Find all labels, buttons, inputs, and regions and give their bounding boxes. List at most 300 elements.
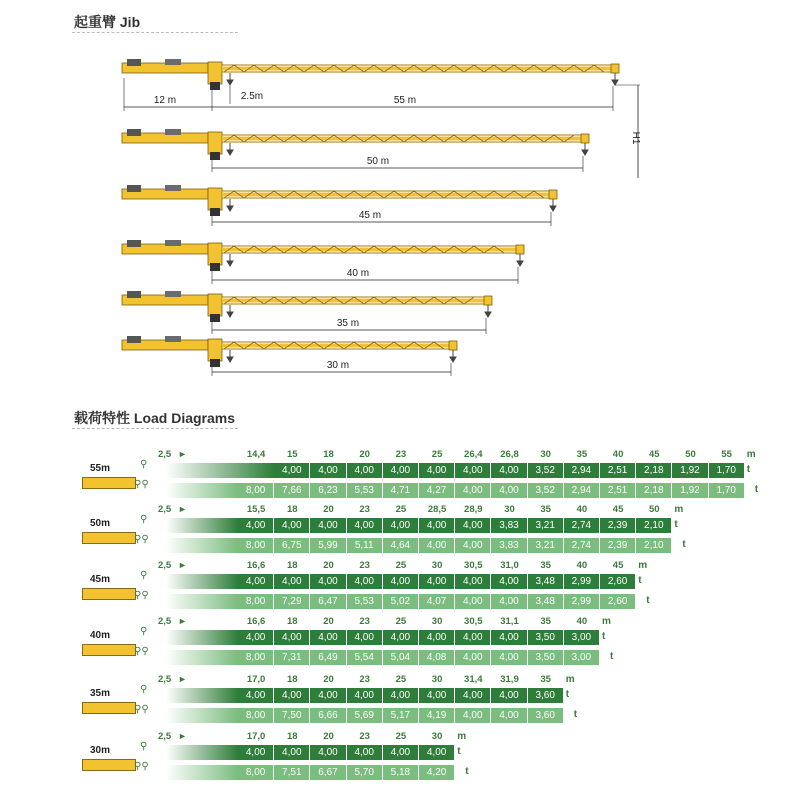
jib-tip bbox=[484, 296, 492, 305]
double-fall-value: 5,53 bbox=[347, 594, 382, 609]
slewing-unit bbox=[208, 243, 222, 265]
double-fall-value: 7,51 bbox=[274, 765, 309, 780]
radius-label: 23 bbox=[359, 560, 370, 571]
double-fall-value: 5,69 bbox=[347, 708, 382, 723]
radius-label: 26,8 bbox=[500, 449, 519, 460]
jib-length-label: 30 m bbox=[326, 360, 350, 371]
double-fall-value: 2,51 bbox=[600, 483, 635, 498]
cabin bbox=[210, 263, 220, 271]
radius-label: 18 bbox=[286, 674, 298, 685]
double-fall-value: 4,00 bbox=[455, 650, 490, 665]
start-radius: 2,5 bbox=[158, 674, 172, 685]
unit-m: m bbox=[602, 616, 611, 627]
double-fall-value: 3,48 bbox=[528, 594, 563, 609]
radius-label: 18 bbox=[323, 449, 334, 460]
start-radius: 2,5 bbox=[158, 504, 172, 515]
single-fall-bar-head bbox=[166, 745, 238, 760]
jib-icon bbox=[82, 532, 136, 544]
double-fall-value: 6,49 bbox=[310, 650, 345, 665]
double-fall-value: 8,00 bbox=[238, 594, 273, 609]
single-fall-value: 4,00 bbox=[455, 688, 490, 703]
radius-label: 15 bbox=[286, 449, 298, 460]
double-fall-value: 6,47 bbox=[310, 594, 345, 609]
start-radius: 2,5 bbox=[158, 560, 172, 571]
single-fall-hook-icon: ⚲ bbox=[140, 626, 148, 637]
radius-label: 28,9 bbox=[464, 504, 483, 515]
single-fall-value: 2,94 bbox=[564, 463, 599, 478]
radius-label: 18 bbox=[286, 616, 298, 627]
double-fall-hook-icon: ⚲⚲ bbox=[134, 761, 149, 772]
single-fall-value: 4,00 bbox=[347, 463, 382, 478]
unit-t: t bbox=[565, 689, 570, 700]
single-fall-value: 2,60 bbox=[600, 574, 635, 589]
jib-tip bbox=[449, 341, 457, 350]
single-fall-value: 4,00 bbox=[419, 688, 454, 703]
jib-length-tag: 40m bbox=[90, 630, 111, 641]
radius-label: 31,9 bbox=[500, 674, 519, 685]
cabin bbox=[210, 82, 220, 90]
double-fall-hook-icon: ⚲⚲ bbox=[134, 590, 149, 601]
single-fall-value: 4,00 bbox=[347, 574, 382, 589]
radius-label: 23 bbox=[359, 674, 370, 685]
double-fall-value: 4,00 bbox=[455, 538, 490, 553]
radius-label: 23 bbox=[359, 504, 370, 515]
slewing-unit bbox=[208, 339, 222, 361]
radius-label: 45 bbox=[612, 560, 624, 571]
single-fall-value: 2,51 bbox=[600, 463, 635, 478]
single-fall-value: 4,00 bbox=[238, 745, 273, 760]
jib-icon bbox=[82, 477, 136, 489]
radius-label: 25 bbox=[395, 616, 407, 627]
double-fall-value: 5,70 bbox=[347, 765, 382, 780]
jib-icon bbox=[82, 759, 136, 771]
double-fall-value: 5,18 bbox=[383, 765, 418, 780]
radius-label: 40 bbox=[576, 616, 588, 627]
radius-label: 35 bbox=[576, 449, 588, 460]
double-fall-value: 4,19 bbox=[419, 708, 454, 723]
single-fall-value: 4,00 bbox=[238, 630, 273, 645]
double-fall-value: 7,31 bbox=[274, 650, 309, 665]
double-fall-value: 2,99 bbox=[564, 594, 599, 609]
jib-tip bbox=[611, 64, 619, 73]
radius-label: 55 bbox=[721, 449, 732, 460]
unit-t: t bbox=[646, 595, 650, 606]
radius-label: 20 bbox=[323, 674, 334, 685]
single-fall-value: 3,00 bbox=[564, 630, 599, 645]
radius-label: 35 bbox=[540, 616, 551, 627]
unit-m: m bbox=[565, 674, 575, 685]
arrow-icon: ► bbox=[178, 560, 187, 570]
double-fall-value: 3,52 bbox=[528, 483, 563, 498]
start-radius: 2,5 bbox=[158, 616, 172, 627]
hook-icon bbox=[227, 254, 233, 266]
single-fall-value: 4,00 bbox=[419, 745, 454, 760]
double-fall-value: 5,54 bbox=[347, 650, 382, 665]
hook-icon bbox=[227, 305, 233, 317]
double-fall-value: 4,00 bbox=[491, 708, 526, 723]
single-fall-bar-head bbox=[166, 518, 238, 533]
double-fall-value: 3,21 bbox=[528, 538, 563, 553]
single-fall-value: 4,00 bbox=[491, 630, 526, 645]
radius-label: 20 bbox=[323, 616, 334, 627]
single-fall-value: 4,00 bbox=[347, 688, 382, 703]
winch bbox=[165, 185, 181, 191]
double-fall-bar-head bbox=[166, 483, 238, 498]
single-fall-value: 4,00 bbox=[455, 463, 490, 478]
double-fall-value: 2,18 bbox=[636, 483, 671, 498]
radius-label: 50 bbox=[648, 504, 660, 515]
winch bbox=[165, 59, 181, 65]
load-section-title: 载荷特性 Load Diagrams bbox=[74, 410, 236, 426]
single-fall-value: 4,00 bbox=[383, 518, 418, 533]
radius-label: 30 bbox=[431, 674, 443, 685]
radius-label: 17,0 bbox=[246, 731, 266, 742]
double-fall-value: 3,00 bbox=[564, 650, 599, 665]
double-fall-value: 4,00 bbox=[455, 594, 490, 609]
single-fall-value: 4,00 bbox=[491, 688, 526, 703]
single-fall-bar-head bbox=[166, 688, 238, 703]
double-fall-bar-head bbox=[166, 650, 238, 665]
double-fall-value: 5,53 bbox=[347, 483, 382, 498]
single-fall-value: 4,00 bbox=[419, 463, 454, 478]
double-fall-value: 4,27 bbox=[419, 483, 454, 498]
single-fall-value: 4,00 bbox=[274, 574, 309, 589]
jib-tip bbox=[549, 190, 557, 199]
hook-icon bbox=[227, 73, 233, 85]
double-fall-hook-icon: ⚲⚲ bbox=[134, 534, 149, 545]
single-fall-value: 4,00 bbox=[274, 463, 309, 478]
double-fall-hook-icon: ⚲⚲ bbox=[134, 646, 149, 657]
jib-length-label: 55 m bbox=[393, 95, 417, 106]
unit-t: t bbox=[638, 575, 642, 586]
single-fall-value: 4,00 bbox=[383, 574, 418, 589]
single-fall-value: 3,60 bbox=[528, 688, 563, 703]
start-radius: 2,5 bbox=[158, 449, 172, 460]
single-fall-value: 4,00 bbox=[310, 745, 345, 760]
single-fall-value: 4,00 bbox=[274, 745, 309, 760]
slewing-unit bbox=[208, 294, 222, 316]
jib-length-tag: 35m bbox=[90, 688, 111, 699]
jib-length-tag: 45m bbox=[90, 574, 111, 585]
double-fall-value: 4,07 bbox=[419, 594, 454, 609]
counterweight bbox=[127, 185, 141, 192]
double-fall-value: 4,00 bbox=[419, 538, 454, 553]
radius-label: 18 bbox=[286, 731, 298, 742]
single-fall-value: 1,70 bbox=[709, 463, 744, 478]
single-fall-value: 4,00 bbox=[310, 574, 345, 589]
radius-label: 50 bbox=[685, 449, 696, 460]
double-fall-hook-icon: ⚲⚲ bbox=[134, 479, 149, 490]
cabin bbox=[210, 152, 220, 160]
slewing-unit bbox=[208, 62, 222, 84]
single-fall-value: 3,48 bbox=[528, 574, 563, 589]
single-fall-value: 4,00 bbox=[383, 745, 418, 760]
radius-label: 23 bbox=[359, 731, 370, 742]
radius-label: 18 bbox=[286, 560, 298, 571]
single-fall-value: 4,00 bbox=[383, 688, 418, 703]
single-fall-value: 4,00 bbox=[455, 518, 490, 533]
radius-label: 16,6 bbox=[246, 616, 266, 627]
radius-label: 25 bbox=[395, 731, 407, 742]
radius-label: 18 bbox=[286, 504, 298, 515]
double-fall-hook-icon: ⚲⚲ bbox=[134, 704, 149, 715]
single-fall-hook-icon: ⚲ bbox=[140, 514, 148, 525]
unit-t: t bbox=[465, 766, 469, 777]
jib-icon bbox=[82, 588, 136, 600]
radius-label: 16,6 bbox=[246, 560, 266, 571]
double-fall-value: 5,04 bbox=[383, 650, 418, 665]
double-fall-value: 3,60 bbox=[528, 708, 563, 723]
double-fall-value: 8,00 bbox=[238, 538, 273, 553]
jib-section-title: 起重臂 Jib bbox=[74, 14, 141, 30]
jib-length-label: 45 m bbox=[358, 210, 382, 221]
jib-icon bbox=[82, 644, 136, 656]
single-fall-value: 2,39 bbox=[600, 518, 635, 533]
double-fall-value: 4,00 bbox=[491, 594, 526, 609]
hook-icon bbox=[227, 143, 233, 155]
hook-icon bbox=[612, 73, 618, 85]
double-fall-bar-head bbox=[166, 594, 238, 609]
double-fall-value: 7,50 bbox=[274, 708, 309, 723]
radius-label: 30 bbox=[431, 560, 443, 571]
counterweight bbox=[127, 240, 141, 247]
unit-t: t bbox=[573, 709, 578, 720]
double-fall-value: 6,23 bbox=[310, 483, 345, 498]
double-fall-value: 1,92 bbox=[672, 483, 707, 498]
jib-length-label: 35 m bbox=[336, 318, 360, 329]
cabin bbox=[210, 314, 220, 322]
double-fall-value: 8,00 bbox=[238, 483, 273, 498]
single-fall-value: 4,00 bbox=[347, 745, 382, 760]
winch bbox=[165, 336, 181, 342]
unit-m: m bbox=[457, 731, 467, 742]
single-fall-bar-head bbox=[166, 574, 238, 589]
radius-label: 31,4 bbox=[464, 674, 483, 685]
single-fall-value: 4,00 bbox=[310, 518, 345, 533]
radius-label: 23 bbox=[395, 449, 407, 460]
double-fall-value: 7,66 bbox=[274, 483, 309, 498]
radius-label: 15,5 bbox=[246, 504, 266, 515]
double-fall-value: 6,66 bbox=[310, 708, 345, 723]
hook-icon bbox=[450, 350, 456, 362]
single-fall-value: 4,00 bbox=[455, 630, 490, 645]
radius-label: 30 bbox=[431, 616, 443, 627]
single-fall-bar-head bbox=[166, 463, 274, 478]
double-fall-value: 2,74 bbox=[564, 538, 599, 553]
radius-label: 28,5 bbox=[427, 504, 447, 515]
single-fall-value: 2,10 bbox=[636, 518, 671, 533]
slewing-unit bbox=[208, 188, 222, 210]
double-fall-bar-head bbox=[166, 708, 238, 723]
jib-tip bbox=[516, 245, 524, 254]
single-fall-value: 4,00 bbox=[274, 518, 309, 533]
unit-t: t bbox=[746, 464, 751, 475]
radius-label: 30,5 bbox=[464, 616, 483, 627]
single-fall-hook-icon: ⚲ bbox=[140, 684, 148, 695]
unit-t: t bbox=[754, 484, 759, 495]
double-fall-value: 4,71 bbox=[383, 483, 418, 498]
counterweight bbox=[127, 129, 141, 136]
counterweight bbox=[127, 291, 141, 298]
jib-length-tag: 30m bbox=[90, 745, 111, 756]
single-fall-value: 4,00 bbox=[491, 574, 526, 589]
double-fall-value: 3,50 bbox=[528, 650, 563, 665]
winch bbox=[165, 240, 181, 246]
single-fall-value: 4,00 bbox=[238, 688, 273, 703]
double-fall-value: 3,83 bbox=[491, 538, 526, 553]
radius-label: 45 bbox=[612, 504, 624, 515]
double-fall-value: 5,99 bbox=[310, 538, 345, 553]
double-fall-value: 2,94 bbox=[564, 483, 599, 498]
double-fall-value: 4,20 bbox=[419, 765, 454, 780]
double-fall-value: 7,29 bbox=[274, 594, 309, 609]
unit-t: t bbox=[457, 746, 461, 757]
single-fall-value: 3,83 bbox=[491, 518, 526, 533]
double-fall-value: 4,64 bbox=[383, 538, 418, 553]
height-label: H1 bbox=[630, 131, 641, 145]
radius-label: 30 bbox=[540, 449, 551, 460]
double-fall-value: 2,10 bbox=[636, 538, 671, 553]
radius-label: 40 bbox=[576, 504, 588, 515]
arrow-icon: ► bbox=[178, 449, 187, 459]
radius-label: 20 bbox=[323, 731, 334, 742]
winch bbox=[165, 291, 181, 297]
radius-label: 20 bbox=[359, 449, 370, 460]
radius-label: 30,5 bbox=[464, 560, 483, 571]
single-fall-value: 4,00 bbox=[383, 463, 418, 478]
radius-label: 31,1 bbox=[500, 616, 519, 627]
radius-label: 20 bbox=[323, 560, 334, 571]
radius-label: 30 bbox=[431, 731, 443, 742]
hook-icon bbox=[582, 143, 588, 155]
double-fall-bar-head bbox=[166, 765, 238, 780]
single-fall-value: 3,50 bbox=[528, 630, 563, 645]
single-fall-value: 3,52 bbox=[528, 463, 563, 478]
double-fall-bar-head bbox=[166, 538, 238, 553]
single-fall-value: 4,00 bbox=[419, 574, 454, 589]
slewing-unit bbox=[208, 132, 222, 154]
double-fall-value: 4,00 bbox=[455, 708, 490, 723]
radius-label: 26,4 bbox=[464, 449, 483, 460]
jib-length-tag: 50m bbox=[90, 518, 111, 529]
radius-label: 25 bbox=[395, 560, 407, 571]
single-fall-value: 4,00 bbox=[347, 630, 382, 645]
unit-t: t bbox=[674, 519, 678, 530]
double-fall-value: 5,02 bbox=[383, 594, 418, 609]
cabin bbox=[210, 359, 220, 367]
radius-label: 40 bbox=[612, 449, 624, 460]
single-fall-bar-head bbox=[166, 630, 238, 645]
unit-t: t bbox=[610, 651, 614, 662]
unit-m: m bbox=[638, 560, 648, 571]
radius-label: 35 bbox=[540, 504, 551, 515]
radius-label: 45 bbox=[648, 449, 660, 460]
single-fall-value: 4,00 bbox=[455, 574, 490, 589]
double-fall-value: 2,39 bbox=[600, 538, 635, 553]
arrow-icon: ► bbox=[178, 731, 187, 741]
counter-jib-length-label: 12 m bbox=[153, 95, 177, 106]
arrow-icon: ► bbox=[178, 674, 187, 684]
single-fall-value: 4,00 bbox=[274, 630, 309, 645]
single-fall-hook-icon: ⚲ bbox=[140, 459, 148, 470]
radius-label: 14,4 bbox=[246, 449, 266, 460]
radius-label: 23 bbox=[359, 616, 370, 627]
radius-label: 25 bbox=[395, 504, 407, 515]
double-fall-value: 6,75 bbox=[274, 538, 309, 553]
hook-icon bbox=[227, 350, 233, 362]
cabin bbox=[210, 208, 220, 216]
unit-t: t bbox=[682, 539, 686, 550]
unit-t: t bbox=[602, 631, 606, 642]
hook-icon bbox=[517, 254, 523, 266]
radius-label: 35 bbox=[540, 560, 551, 571]
hook-icon bbox=[550, 199, 556, 211]
radius-label: 17,0 bbox=[246, 674, 266, 685]
double-fall-value: 4,00 bbox=[491, 483, 526, 498]
radius-label: 20 bbox=[323, 504, 334, 515]
counterweight bbox=[127, 336, 141, 343]
single-fall-hook-icon: ⚲ bbox=[140, 741, 148, 752]
single-fall-value: 4,00 bbox=[491, 463, 526, 478]
double-fall-value: 8,00 bbox=[238, 708, 273, 723]
arrow-icon: ► bbox=[178, 616, 187, 626]
radius-label: 40 bbox=[576, 560, 588, 571]
double-fall-value: 6,67 bbox=[310, 765, 345, 780]
winch bbox=[165, 129, 181, 135]
radius-label: 25 bbox=[395, 674, 407, 685]
start-radius: 2,5 bbox=[158, 731, 172, 742]
jib-tip bbox=[581, 134, 589, 143]
radius-label: 31,0 bbox=[500, 560, 519, 571]
load-title-rule bbox=[72, 428, 238, 429]
jib-length-label: 40 m bbox=[346, 268, 370, 279]
radius-label: 35 bbox=[540, 674, 551, 685]
double-fall-value: 4,00 bbox=[455, 483, 490, 498]
offset-label: 2.5m bbox=[240, 91, 264, 102]
single-fall-value: 4,00 bbox=[310, 688, 345, 703]
single-fall-value: 2,74 bbox=[564, 518, 599, 533]
jib-icon bbox=[82, 702, 136, 714]
single-fall-value: 4,00 bbox=[310, 463, 345, 478]
single-fall-value: 1,92 bbox=[672, 463, 707, 478]
single-fall-value: 4,00 bbox=[383, 630, 418, 645]
single-fall-value: 4,00 bbox=[274, 688, 309, 703]
hook-icon bbox=[227, 199, 233, 211]
double-fall-value: 8,00 bbox=[238, 650, 273, 665]
jib-length-label: 50 m bbox=[366, 156, 390, 167]
single-fall-value: 2,99 bbox=[564, 574, 599, 589]
double-fall-value: 8,00 bbox=[238, 765, 273, 780]
unit-m: m bbox=[746, 449, 756, 460]
single-fall-value: 4,00 bbox=[310, 630, 345, 645]
single-fall-value: 4,00 bbox=[419, 630, 454, 645]
single-fall-value: 4,00 bbox=[419, 518, 454, 533]
radius-label: 30 bbox=[504, 504, 515, 515]
single-fall-value: 3,21 bbox=[528, 518, 563, 533]
double-fall-value: 1,70 bbox=[709, 483, 744, 498]
single-fall-value: 4,00 bbox=[238, 518, 273, 533]
double-fall-value: 5,11 bbox=[347, 538, 382, 553]
double-fall-value: 5,17 bbox=[383, 708, 418, 723]
single-fall-hook-icon: ⚲ bbox=[140, 570, 148, 581]
hook-icon bbox=[485, 305, 491, 317]
double-fall-value: 4,00 bbox=[491, 650, 526, 665]
unit-m: m bbox=[674, 504, 684, 515]
single-fall-value: 2,18 bbox=[636, 463, 671, 478]
single-fall-value: 4,00 bbox=[238, 574, 273, 589]
double-fall-value: 2,60 bbox=[600, 594, 635, 609]
arrow-icon: ► bbox=[178, 504, 187, 514]
